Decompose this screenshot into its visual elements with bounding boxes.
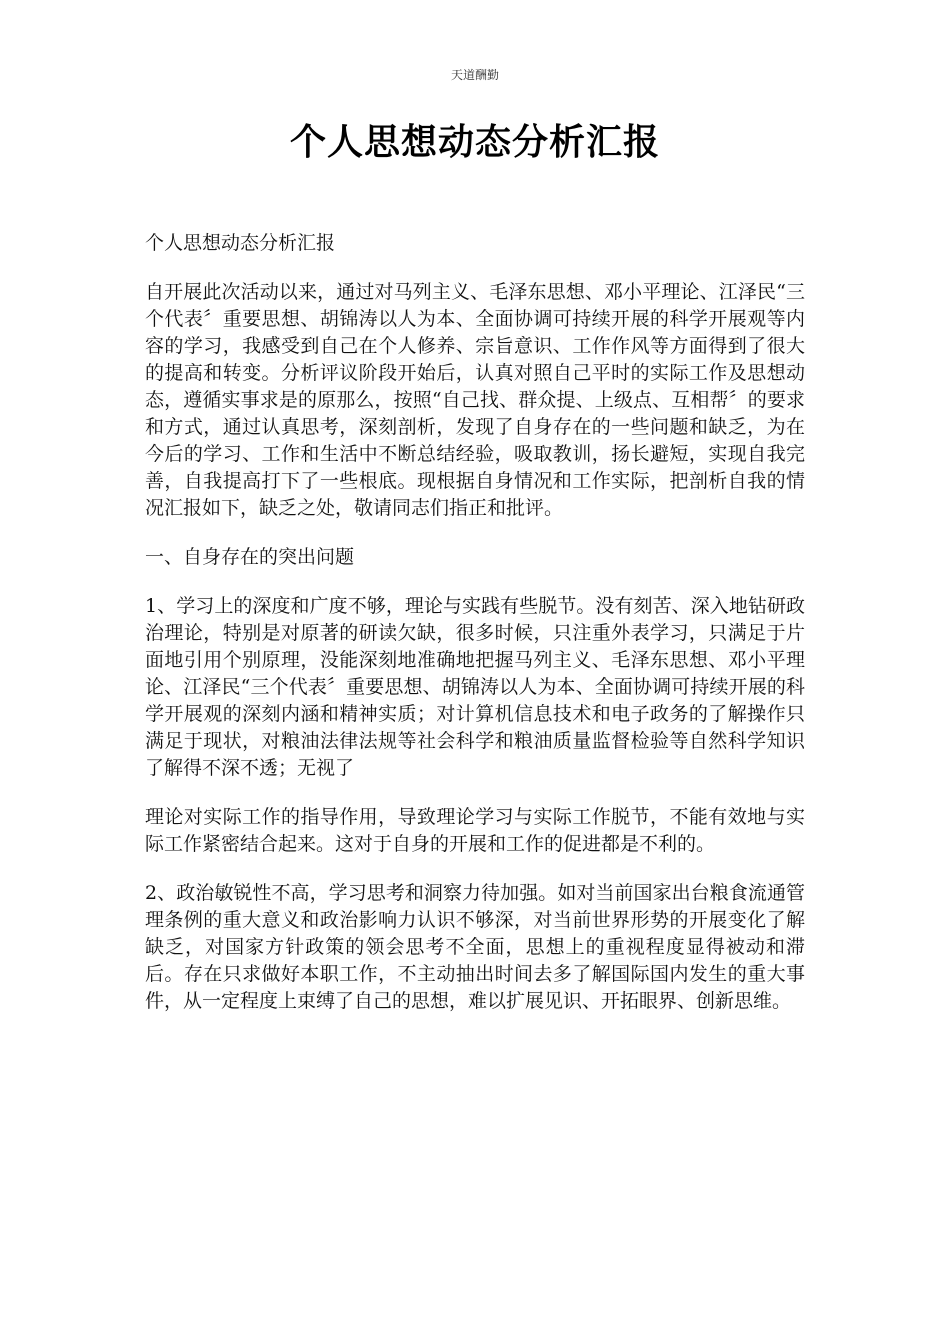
document-body [145,230,805,1037]
issue-1-continued-paragraph: 理论对实际工作的指导作用，导致理论学习与实际工作脱节，不能有效地与实际工作紧密结合起来。这对于自身的开展和工作的促进都是不利的。 [145,806,805,855]
document-title: 个人思想动态分析汇报 [289,121,660,163]
subtitle-paragraph: 个人思想动态分析汇报 [145,232,336,254]
issue-1-paragraph: 1、学习上的深度和广度不够，理论与实践有些脱节。没有刻苦、深入地钻研政治理论，特别是对原著的研读欠缺，很多时候，只注重外表学习，只满足于片面地引用个别原理，没能深刻地准确地把握马列主义、毛泽东思想、邓小平理论、江泽民“三个代表〞重要思想、胡锦涛以人为本、全面协调可持续开展的科学开展观的深刻内涵和精神实质；对计算机信息技术和电子政务的了解操作只满足于现状，对粮油法律法规等社会科学和粮油质量监督检验等自然科学知识了解得不深不透；无视了 [145,595,805,779]
page-header: 天道酬勤 [450,68,499,82]
intro-paragraph: 自开展此次活动以来，通过对马列主义、毛泽东思想、邓小平理论、江泽民“三个代表〞重要思想、胡锦涛以人为本、全面协调可持续开展的科学开展观等内容的学习，我感受到自己在个人修养、宗旨意识、工作作风等方面得到了很大的提高和转变。分析评议阶段开始后，认真对照自己平时的实际工作及思想动态，遵循实事求是的原那么，按照“自己找、群众提、上级点、互相帮〞的要求和方式，通过认真思考，深刻剖析，发现了自身存在的一些问题和缺乏，为在今后的学习、工作和生活中不断总结经验，吸取教训，扬长避短，实现自我完善，自我提高打下了一些根底。现根据自身情况和工作实际，把剖析自我的情况汇报如下，缺乏之处，敬请同志们指正和批评。 [145,281,805,519]
issue-2-paragraph: 2、政治敏锐性不高，学习思考和洞察力待加强。如对当前国家出台粮食流通管理条例的重大意义和政治影响力认识不够深，对当前世界形势的开展变化了解缺乏，对国家方针政策的领会思考不全面，思想上的重视程度显得被动和滞后。存在只求做好本职工作，不主动抽出时间去多了解国际国内发生的重大事件，从一定程度上束缚了自己的思想，难以扩展见识、开拓眼界、创新思维。 [145,882,805,1012]
section-heading: 一、自身存在的突出问题 [145,546,355,568]
